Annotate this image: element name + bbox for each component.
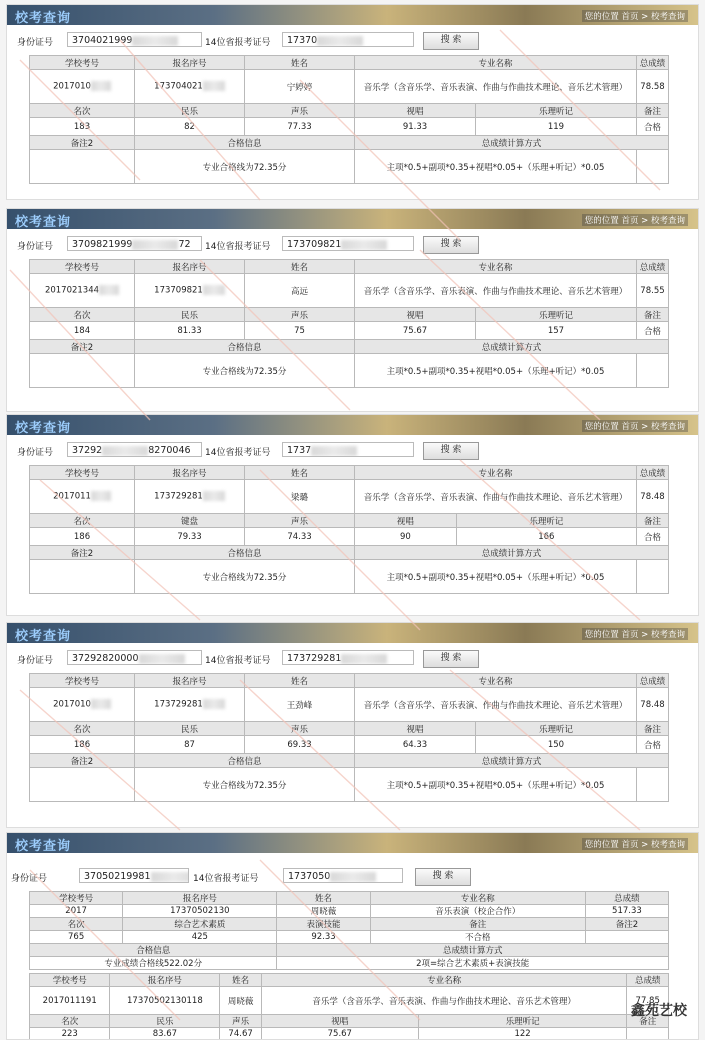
exam-label: 14位省报考证号: [205, 38, 271, 48]
id-input[interactable]: 37050219981: [79, 868, 189, 883]
page-title: 校考查询: [15, 839, 72, 854]
result-table-b: 学校考号 报名序号 姓名 专业名称 总成绩 2017011191 17370502130118 周晓薇 音乐学（含音乐学、音乐表演、作曲与作曲技术理论、音乐艺术管理） 77.85 名次 民乐 声乐 视唱 乐理听记 备注 223 83.67 74.67 75.67 122: [29, 973, 669, 1040]
breadcrumb[interactable]: 您的位置 首页 > 校考查询: [582, 420, 688, 432]
panel-header: [7, 623, 698, 643]
pass-info: 专业合格线为72.35分: [135, 354, 355, 388]
result-panel-4: [6, 622, 699, 828]
school-no: 2017010: [30, 688, 135, 722]
remark: 合格: [636, 736, 668, 754]
result-table: 学校考号 报名序号 姓名 专业名称 总成绩 2017010 173704021 宁婷婷 音乐学（含音乐学、音乐表演、作曲与作曲技术理论、音乐艺术管理） 78.58 名次 民乐 声乐 视唱 乐理听记 备注 183 82 77.33 91.33 119 合格 备注2 合格信息 总成绩计算方式 专业合格线为72.35分 主项*0.5+副项*0.35+视唱*0.05+（乐理+听记）*0.05: [29, 55, 669, 184]
search-button[interactable]: 搜 索: [415, 868, 471, 886]
reg-no: 173729281: [135, 480, 245, 514]
rank: 183: [30, 118, 135, 136]
exam-input[interactable]: 17370: [282, 32, 414, 47]
id-input[interactable]: 3704021999: [67, 32, 202, 47]
search-row: [7, 649, 698, 671]
major-name: 音乐学（含音乐学、音乐表演、作曲与作曲技术理论、音乐艺术管理）: [355, 688, 637, 722]
id-label: 身份证号: [17, 656, 54, 666]
exam-label: 14位省报考证号: [205, 242, 271, 252]
page-title: 校考查询: [15, 629, 72, 644]
exam-input[interactable]: 1737: [282, 442, 414, 457]
panel-header: [7, 415, 698, 435]
id-label: 身份证号: [11, 874, 48, 884]
student-name: 宁婷婷: [245, 70, 355, 104]
result-table: 学校考号 报名序号 姓名 专业名称 总成绩 2017010 173729281 王劲峰 音乐学（含音乐学、音乐表演、作曲与作曲技术理论、音乐艺术管理） 78.48 名次 民乐 声乐 视唱 乐理听记 备注 186 87 69.33 64.33 150 合格 备注2 合格信息 总成绩计算方式 专业合格线为72.35分 主项*0.5+副项*0.35+视唱*0.05+（乐理+听记）*0.05: [29, 673, 669, 802]
exam-label: 14位省报考证号: [205, 448, 271, 458]
exam-label: 14位省报考证号: [193, 874, 259, 884]
student-name: 梁璐: [245, 480, 355, 514]
reg-no: 173729281: [135, 688, 245, 722]
result-panel-1: [6, 4, 699, 200]
exam-input[interactable]: 173709821: [282, 236, 414, 251]
school-no: 2017021344: [30, 274, 135, 308]
breadcrumb[interactable]: 您的位置 首页 > 校考查询: [582, 628, 688, 640]
reg-no: 173704021: [135, 70, 245, 104]
pass-info: 专业合格线为72.35分: [135, 560, 355, 594]
search-row: [7, 867, 698, 889]
breadcrumb[interactable]: 您的位置 首页 > 校考查询: [582, 838, 688, 850]
total-score: 78.58: [636, 70, 668, 104]
id-label: 身份证号: [17, 38, 54, 48]
formula: 主项*0.5+副项*0.35+视唱*0.05+（乐理+听记）*0.05: [355, 768, 637, 802]
result-panel-2: [6, 208, 699, 412]
breadcrumb[interactable]: 您的位置 首页 > 校考查询: [582, 10, 688, 22]
page-title: 校考查询: [15, 11, 72, 26]
student-name: 王劲峰: [245, 688, 355, 722]
search-button[interactable]: 搜 索: [423, 236, 479, 254]
id-input[interactable]: 37292 8270046: [67, 442, 202, 457]
pass-info: 专业合格线为72.35分: [135, 150, 355, 184]
remark: 合格: [636, 528, 668, 546]
student-name: 高远: [245, 274, 355, 308]
school-no: 2017010: [30, 70, 135, 104]
search-button[interactable]: 搜 索: [423, 650, 479, 668]
search-button[interactable]: 搜 索: [423, 442, 479, 460]
reg-no: 173709821: [135, 274, 245, 308]
id-input[interactable]: 3709821999 72: [67, 236, 202, 251]
rank: 186: [30, 528, 135, 546]
remark: 合格: [636, 118, 668, 136]
school-no: 2017011: [30, 480, 135, 514]
rank: 186: [30, 736, 135, 754]
search-row: [7, 31, 698, 53]
total-score: 78.55: [636, 274, 668, 308]
result-table: 学校考号 报名序号 姓名 专业名称 总成绩 2017011 173729281 梁璐 音乐学（含音乐学、音乐表演、作曲与作曲技术理论、音乐艺术管理） 78.48 名次 键盘 声乐 视唱 乐理听记 备注 186 79.33 74.33 90 166 合格 备注2 合格信息 总成绩计算方式 专业合格线为72.35分 主项*0.5+副项*0.35+视唱*0.05+（乐理+听记）*0.05: [29, 465, 669, 594]
search-row: [7, 441, 698, 463]
major-name: 音乐学（含音乐学、音乐表演、作曲与作曲技术理论、音乐艺术管理）: [355, 70, 637, 104]
page-title: 校考查询: [15, 215, 72, 230]
exam-input[interactable]: 1737050: [283, 868, 403, 883]
total-score: 78.48: [636, 688, 668, 722]
total-score: 78.48: [636, 480, 668, 514]
panel-header: [7, 833, 698, 853]
major-name: 音乐学（含音乐学、音乐表演、作曲与作曲技术理论、音乐艺术管理）: [355, 274, 637, 308]
page-title: 校考查询: [15, 421, 72, 436]
pass-info: 专业合格线为72.35分: [135, 768, 355, 802]
exam-input[interactable]: 173729281: [282, 650, 414, 665]
search-button[interactable]: 搜 索: [423, 32, 479, 50]
major-name: 音乐学（含音乐学、音乐表演、作曲与作曲技术理论、音乐艺术管理）: [355, 480, 637, 514]
breadcrumb[interactable]: 您的位置 首页 > 校考查询: [582, 214, 688, 226]
formula: 主项*0.5+副项*0.35+视唱*0.05+（乐理+听记）*0.05: [355, 150, 637, 184]
id-label: 身份证号: [17, 242, 54, 252]
exam-label: 14位省报考证号: [205, 656, 271, 666]
formula: 主项*0.5+副项*0.35+视唱*0.05+（乐理+听记）*0.05: [355, 560, 637, 594]
search-row: [7, 235, 698, 257]
remark: 合格: [636, 322, 668, 340]
panel-header: [7, 5, 698, 25]
result-table: 学校考号 报名序号 姓名 专业名称 总成绩 2017021344 173709821 高远 音乐学（含音乐学、音乐表演、作曲与作曲技术理论、音乐艺术管理） 78.55 名次 民乐 声乐 视唱 乐理听记 备注 184 81.33 75 75.67 157 合格 备注2 合格信息 总成绩计算方式 专业合格线为72.35分 主项*0.5+副项*0.35+视唱*0.05+（乐理+听记）*0.05: [29, 259, 669, 388]
rank: 184: [30, 322, 135, 340]
formula: 主项*0.5+副项*0.35+视唱*0.05+（乐理+听记）*0.05: [355, 354, 637, 388]
result-table-a: 学校考号 报名序号 姓名 专业名称 总成绩 2017 17370502130 周晓薇 音乐表演（校企合作） 517.33 名次 综合艺术素质 表演技能 备注 备注2 765 425 92.33 不合格 合格信息 总成绩计算方式 专业成绩合格线522.02分 2项=综合艺术素质+表演技能: [29, 891, 669, 970]
id-label: 身份证号: [17, 448, 54, 458]
id-input[interactable]: 37292820000: [67, 650, 202, 665]
brand-logo: 鑫苑艺校: [631, 1003, 687, 1019]
result-panel-5: [6, 832, 699, 1040]
result-panel-3: [6, 414, 699, 616]
panel-header: [7, 209, 698, 229]
